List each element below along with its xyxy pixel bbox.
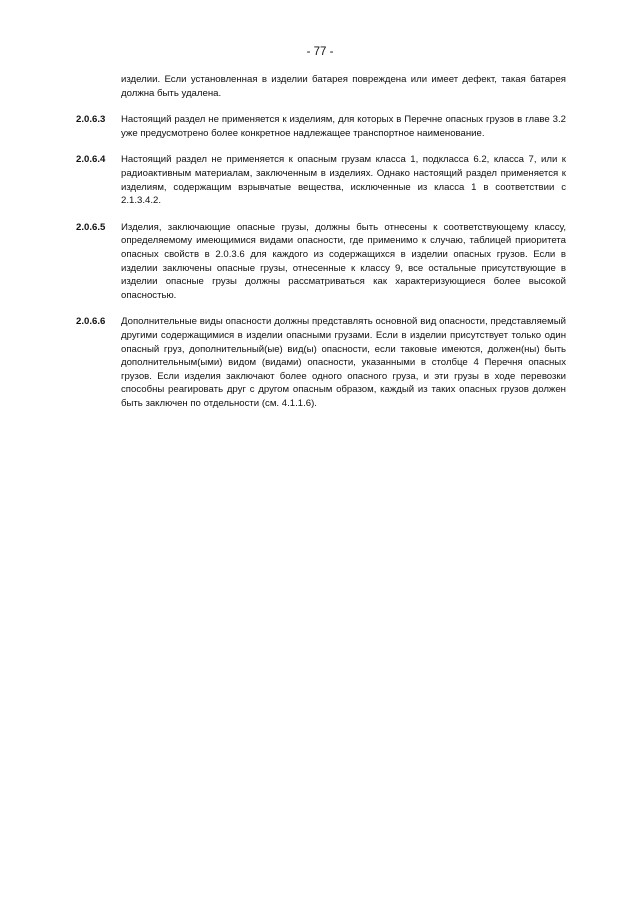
section-2-0-6-3 xyxy=(76,113,566,140)
section-number: 2.0.6.6 xyxy=(76,316,106,328)
section-text: Изделия, заключающие опасные грузы, должны быть отнесены к соответствующему классу, определяемому имеющимися видами опасности, где применимо к случаю, таблицей приоритета опасных свойств в 2.0.3.6 для каждого из содержащихся в изделии опасных грузов. Если в изделии заключены опасные грузы, отнесенные к классу 9, все остальные присутствующие в изделии опасные грузы должны рассматриваться как характеризующиеся более высокой опасностью. xyxy=(121,221,566,301)
section-2-0-6-5 xyxy=(76,221,566,303)
section-number: 2.0.6.5 xyxy=(76,221,106,233)
section-number: 2.0.6.4 xyxy=(76,154,106,166)
document-body xyxy=(76,73,566,410)
page-number: - 77 - xyxy=(306,46,334,58)
section-2-0-6-4 xyxy=(76,153,566,207)
section-text: Настоящий раздел не применяется к опасным грузам класса 1, подкласса 6.2, класса 7, или к радиоактивным материалам, заключенным в изделиях. Однако настоящий раздел применяется к изделиям, содержащим взрывчатые вещества, исключенные из класса 1 в соответствии с 2.1.3.4.2. xyxy=(121,154,566,207)
section-text: Дополнительные виды опасности должны представлять основной вид опасности, представляемый другими содержащимися в изделии опасными грузами. Если в изделии присутствует только один опасный груз, дополнительный(ые) вид(ы) опасности, если таковые имеются, должен(ны) быть дополнительным(ыми) видом (видами) опасности, указанными в столбце 4 Перечня опасных грузов. Если изделия заключают более одного опасного груза, и эти грузы в ходе перевозки способны реагировать друг с другом опасным образом, каждый из таких опасных грузов должен быть заключен по отдельности (см. 4.1.1.6). xyxy=(121,316,566,409)
continued-paragraph: изделии. Если установленная в изделии батарея повреждена или имеет дефект, такая батарея должна быть удалена. xyxy=(121,74,566,99)
section-2-0-6-6 xyxy=(76,315,566,410)
section-number: 2.0.6.3 xyxy=(76,114,106,126)
section-text: Настоящий раздел не применяется к изделиям, для которых в Перечне опасных грузов в главе 3.2 уже предусмотрено более конкретное надлежащее транспортное наименование. xyxy=(121,114,566,139)
